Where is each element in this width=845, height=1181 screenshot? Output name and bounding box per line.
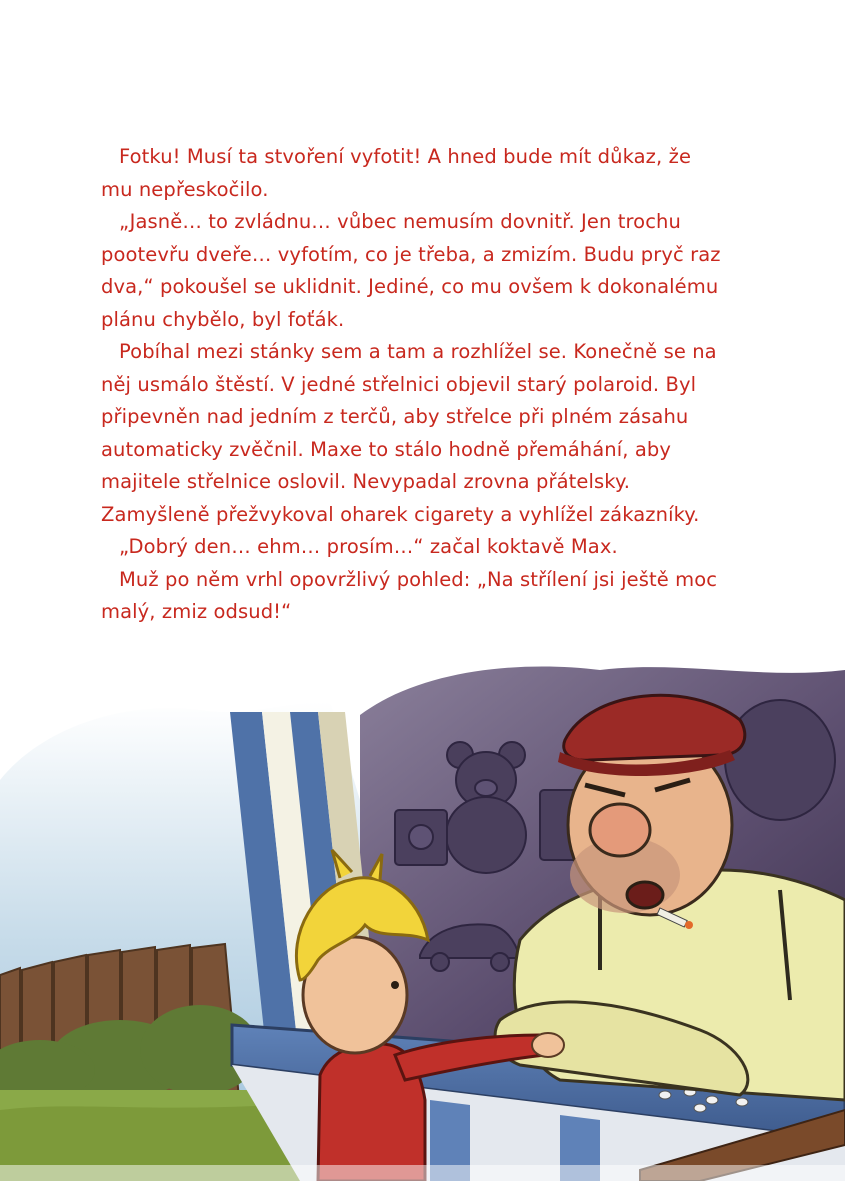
paragraph-1: Fotku! Musí ta stvoření vyfotit! A hned bude mít důkaz, že mu nepřeskočilo. [101,145,692,201]
paragraph-3: Pobíhal mezi stánky sem a tam a rozhlížel se. Konečně se na něj usmálo štěstí. V jedné střelnici objevil starý polaroid. Byl připevněn nad jedním z terčů, aby střelce při plném zásahu automaticky zvěčnil. Maxe to stálo hodně přemáhání, aby majitele střelnice oslovil. Nevypadal zrovna přátelsky. Zamyšleně přežvykoval oharek cigarety a vyhlížel zákazníky. [101,340,717,526]
paragraph-4: „Dobrý den… ehm… prosím…“ začal koktavě Max. [119,535,618,558]
story-illustration [0,640,845,1181]
paragraph-5: Muž po něm vrhl opovržlivý pohled: „Na střílení jsi ještě moc malý, zmiz odsud!“ [101,567,718,623]
story-text [101,141,721,629]
page-edge [0,1165,845,1181]
paragraph-2: „Jasně… to zvládnu… vůbec nemusím dovnitř. Jen trochu pootevřu dveře… vyfotím, co je třeba, a zmizím. Budu pryč raz dva,“ pokoušel se uklidnit. Jediné, co mu ovšem k dokonalému plánu chybělo, byl foťák. [101,210,721,331]
teddy-bear-icon [446,742,526,873]
